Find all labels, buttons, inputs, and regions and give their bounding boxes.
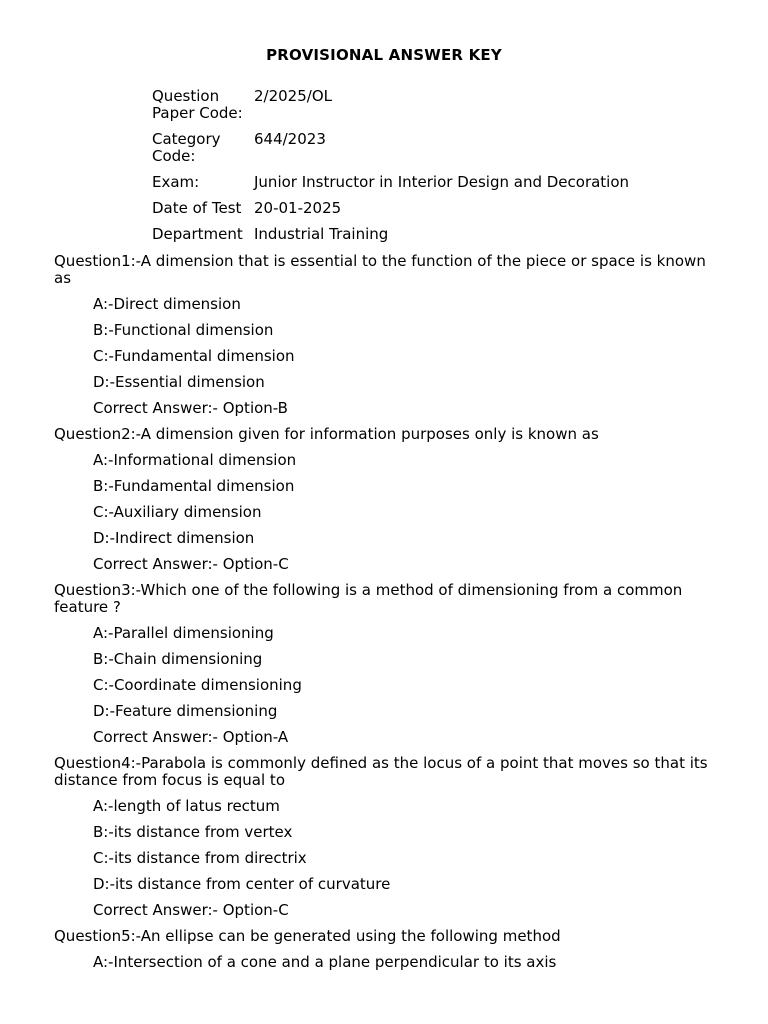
detail-label: Question Paper Code: (152, 87, 243, 122)
detail-value: 2/2025/OL (254, 87, 332, 105)
detail-label: Date of Test (152, 199, 242, 217)
option-c: C:-Auxiliary dimension (93, 503, 262, 521)
exam-details-table (152, 88, 629, 243)
option-c: C:-Fundamental dimension (93, 347, 295, 365)
option-b: B:-Functional dimension (93, 321, 274, 339)
question-block (54, 928, 719, 971)
option-c: C:-Coordinate dimensioning (93, 676, 302, 694)
detail-value: Industrial Training (254, 225, 389, 243)
option-d: D:-its distance from center of curvature (93, 875, 391, 893)
correct-answer: Correct Answer:- Option-B (93, 399, 288, 417)
option-b: B:-its distance from vertex (93, 823, 293, 841)
detail-value: Junior Instructor in Interior Design and Decoration (254, 173, 630, 191)
question-text: Question2:-A dimension given for information purposes only is known as (54, 425, 599, 443)
detail-row-department (152, 217, 629, 243)
correct-answer: Correct Answer:- Option-A (93, 728, 289, 746)
correct-answer: Correct Answer:- Option-C (93, 901, 289, 919)
page-title: PROVISIONAL ANSWER KEY (266, 46, 502, 64)
question-block (54, 253, 719, 417)
question-text: Question1:-A dimension that is essential to the function of the piece or space is known as (54, 252, 706, 287)
option-b: B:-Fundamental dimension (93, 477, 295, 495)
option-b: B:-Chain dimensioning (93, 650, 263, 668)
question-block (54, 582, 719, 746)
detail-value: 20-01-2025 (254, 199, 342, 217)
question-text: Question3:-Which one of the following is a method of dimensioning from a common feature ? (54, 581, 683, 616)
detail-row-category-code (152, 122, 629, 165)
detail-label: Exam: (152, 173, 200, 191)
option-a: A:-Direct dimension (93, 295, 241, 313)
question-text: Question4:-Parabola is commonly defined as the locus of a point that moves so that its distance from focus is equal to (54, 754, 708, 789)
option-d: D:-Feature dimensioning (93, 702, 278, 720)
question-list (54, 253, 719, 980)
detail-value: 644/2023 (254, 130, 326, 148)
option-a: A:-Informational dimension (93, 451, 297, 469)
detail-row-exam (152, 165, 629, 191)
option-c: C:-its distance from directrix (93, 849, 307, 867)
correct-answer: Correct Answer:- Option-C (93, 555, 289, 573)
option-a: A:-length of latus rectum (93, 797, 280, 815)
option-d: D:-Essential dimension (93, 373, 265, 391)
question-text: Question5:-An ellipse can be generated using the following method (54, 927, 561, 945)
question-block (54, 755, 719, 919)
detail-row-date (152, 191, 629, 217)
detail-label: Category Code: (152, 130, 221, 165)
option-a: A:-Parallel dimensioning (93, 624, 274, 642)
detail-label: Department (152, 225, 243, 243)
question-block (54, 426, 719, 573)
option-d: D:-Indirect dimension (93, 529, 255, 547)
detail-row-paper-code (152, 88, 629, 122)
option-a: A:-Intersection of a cone and a plane perpendicular to its axis (93, 953, 557, 971)
